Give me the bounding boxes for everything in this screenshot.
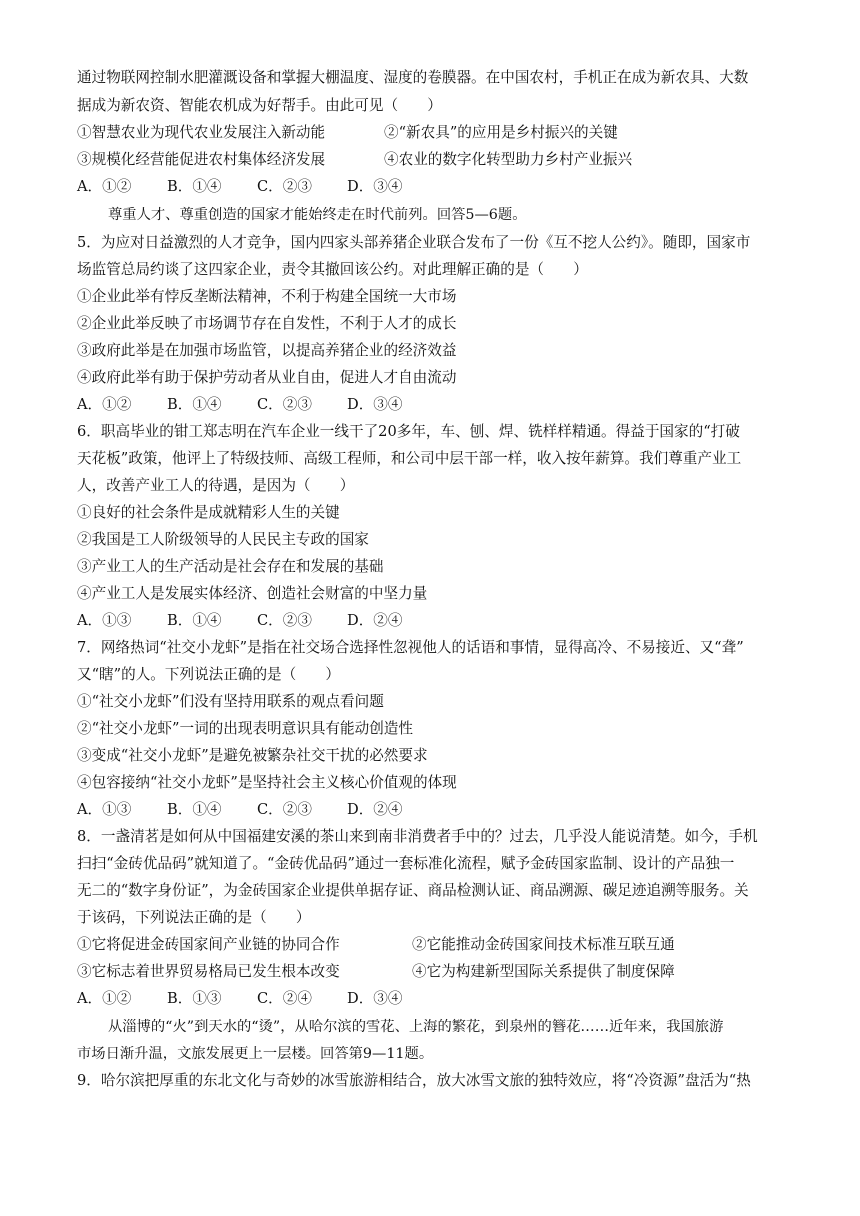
q8-stem-4: 于该码，下列说法正确的是（ ） <box>77 909 311 926</box>
q6-answer-d: D．②④ <box>347 612 403 629</box>
q8-answer-d: D．③④ <box>347 990 403 1007</box>
q8-stem-3: 无二的“数字身份证”，为金砖国家企业提供单据存证、商品检测认证、商品溯源、碳足迹追溯等服务。关 <box>77 882 749 899</box>
intro-line-2: 据成为新农资、智能农机成为好帮手。由此可见（ ） <box>77 97 442 114</box>
q6-option-3: ③产业工人的生产活动是社会存在和发展的基础 <box>77 558 384 575</box>
q5-option-4: ④政府此举有助于保护劳动者从业自由，促进人才自由流动 <box>77 369 457 386</box>
q5-answer-b: B．①④ <box>167 396 222 413</box>
q6-option-2: ②我国是工人阶级领导的人民民主专政的国家 <box>77 531 369 548</box>
q8-option-2: ②它能推动金砖国家间技术标准互联互通 <box>412 936 675 953</box>
q6-stem-2: 天花板”政策，他评上了特级技师、高级工程师，和公司中层干部一样，收入按年薪算。我们尊重产业工 <box>77 450 742 467</box>
q7-option-2: ②“社交小龙虾”一词的出现表明意识具有能动创造性 <box>77 720 413 737</box>
q6-answer-a: A．①③ <box>77 612 132 629</box>
q8-stem-2: 扫扫“金砖优品码”就知道了。“金砖优品码”通过一套标准化流程，赋予金砖国家监制、设计的产品独一 <box>77 855 735 872</box>
q4-answer-a: A．①② <box>77 178 132 195</box>
q8-option-4: ④它为构建新型国际关系提供了制度保障 <box>412 963 675 980</box>
q8-answer-b: B．①③ <box>167 990 222 1007</box>
q7-answer-c: C．②③ <box>257 801 312 818</box>
q6-stem-1: 6．职高毕业的钳工郑志明在汽车企业一线干了20多年，车、刨、焊、铣样样精通。得益于国家的“打破 <box>77 423 740 440</box>
q6-answer-b: B．①④ <box>167 612 222 629</box>
q4-option-3: ③规模化经营能促进农村集体经济发展 <box>77 151 326 168</box>
q8-stem-1: 8．一盏清茗是如何从中国福建安溪的茶山来到南非消费者手中的？过去，几乎没人能说清楚。如今，手机 <box>77 828 758 845</box>
q4-option-1: ①智慧农业为现代农业发展注入新动能 <box>77 124 326 141</box>
q4-answer-c: C．②③ <box>257 178 312 195</box>
q6-option-1: ①良好的社会条件是成就精彩人生的关键 <box>77 504 340 521</box>
q7-option-1: ①“社交小龙虾”们没有坚持用联系的观点看问题 <box>77 693 384 710</box>
q5-stem-1: 5．为应对日益激烈的人才竞争，国内四家头部养猪企业联合发布了一份《互不挖人公约》。随即，国家市 <box>77 234 751 251</box>
q8-option-3: ③它标志着世界贸易格局已发生根本改变 <box>77 963 340 980</box>
q8-answer-a: A．①② <box>77 990 132 1007</box>
q6-option-4: ④产业工人是发展实体经济、创造社会财富的中坚力量 <box>77 585 428 602</box>
q7-option-4: ④包容接纳“社交小龙虾”是坚持社会主义核心价值观的体现 <box>77 774 457 791</box>
q5-option-3: ③政府此举是在加强市场监管，以提高养猪企业的经济效益 <box>77 342 457 359</box>
q7-answer-b: B．①④ <box>167 801 222 818</box>
q5-option-2: ②企业此举反映了市场调节存在自发性，不利于人才的成长 <box>77 315 457 332</box>
q6-answer-c: C．②③ <box>257 612 312 629</box>
q4-option-2: ②“新农具”的应用是乡村振兴的关键 <box>384 124 618 141</box>
q7-stem-1: 7．网络热词“社交小龙虾”是指在社交场合选择性忽视他人的话语和事情，显得高冷、不易接近、又“聋” <box>77 639 744 656</box>
q8-option-1: ①它将促进金砖国家间产业链的协同合作 <box>77 936 340 953</box>
material-2-line-2: 市场日渐升温，文旅发展更上一层楼。回答第9—11题。 <box>77 1046 434 1062</box>
q5-stem-2: 场监管总局约谈了这四家企业，责令其撤回该公约。对此理解正确的是（ ） <box>77 261 588 278</box>
material-2-line-1: 从淄博的“火”到天水的“烫”，从哈尔滨的雪花、上海的繁花，到泉州的簪花……近年来，我国旅游 <box>108 1019 724 1035</box>
q5-answer-d: D．③④ <box>347 396 403 413</box>
q6-stem-3: 人，改善产业工人的待遇，是因为（ ） <box>77 477 355 494</box>
material-1: 尊重人才、尊重创造的国家才能始终走在时代前列。回答5—6题。 <box>108 207 527 223</box>
q4-answer-b: B．①④ <box>167 178 222 195</box>
q4-answer-d: D．③④ <box>347 178 403 195</box>
q9-stem-1: 9．哈尔滨把厚重的东北文化与奇妙的冰雪旅游相结合，放大冰雪文旅的独特效应，将“冷资源”盘活为“热 <box>77 1072 751 1089</box>
q5-answer-a: A．①② <box>77 396 132 413</box>
q8-answer-c: C．②④ <box>257 990 312 1007</box>
q7-answer-a: A．①③ <box>77 801 132 818</box>
q7-option-3: ③变成“社交小龙虾”是避免被繁杂社交干扰的必然要求 <box>77 747 428 764</box>
q7-stem-2: 又“瞎”的人。下列说法正确的是（ ） <box>77 666 341 683</box>
intro-line-1: 通过物联网控制水肥灌溉设备和掌握大棚温度、湿度的卷膜器。在中国农村，手机正在成为新农具、大数 <box>77 69 749 86</box>
q7-answer-d: D．②④ <box>347 801 403 818</box>
q4-option-4: ④农业的数字化转型助力乡村产业振兴 <box>384 151 633 168</box>
q5-answer-c: C．②③ <box>257 396 312 413</box>
q5-option-1: ①企业此举有悖反垄断法精神，不利于构建全国统一大市场 <box>77 288 457 305</box>
